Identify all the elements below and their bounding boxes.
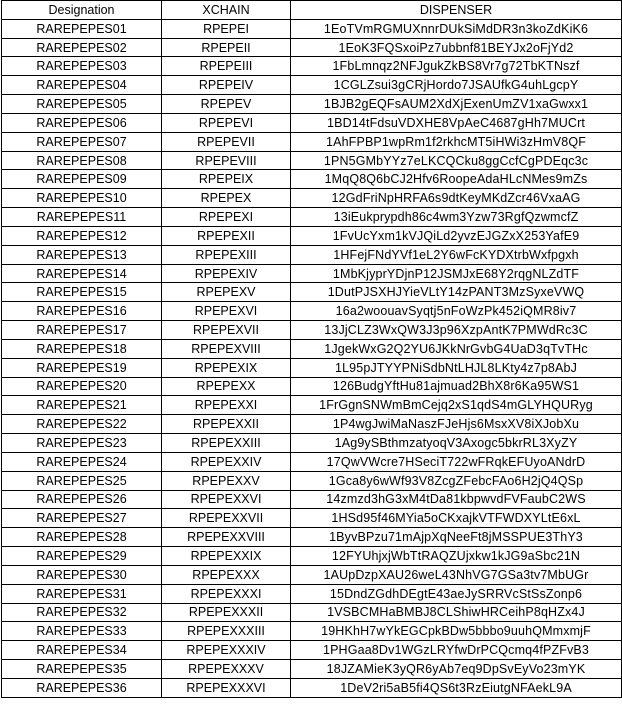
dispenser-cell: 1DutPJSXHJYieVLtY14zPANT3MzSyxeVWQ <box>291 283 622 302</box>
table-row <box>2 321 622 340</box>
dispenser-cell: 1MqQ8Q6bCJ2Hfv6RoopeAdaHLcNMes9mZs <box>291 170 622 189</box>
table-row <box>2 377 622 396</box>
table-row <box>2 603 622 622</box>
table-row <box>2 509 622 528</box>
designation-cell: RAREPEPES04 <box>2 76 162 95</box>
xchain-cell: RPEPEXX <box>162 377 291 396</box>
xchain-cell: RPEPEXIV <box>162 264 291 283</box>
designation-cell: RAREPEPES26 <box>2 490 162 509</box>
xchain-cell: RPEPEIII <box>162 57 291 76</box>
dispenser-cell: 1VSBCMHaBMBJ8CLShiwHRCeihP8qHZx4J <box>291 603 622 622</box>
xchain-cell: RPEPEXXVIII <box>162 528 291 547</box>
dispenser-cell: 1HFejFNdYVf1eL2Y6wFcKYDXtrbWxfpgxh <box>291 245 622 264</box>
dispenser-table <box>1 0 622 698</box>
xchain-cell: RPEPEXXVII <box>162 509 291 528</box>
table-row <box>2 264 622 283</box>
designation-cell: RAREPEPES23 <box>2 434 162 453</box>
table-row <box>2 659 622 678</box>
table-row <box>2 678 622 697</box>
dispenser-cell: 12FYUhjxjWbTtRAQZUjxkw1kJG9aSbc21N <box>291 547 622 566</box>
xchain-cell: RPEPEVIII <box>162 151 291 170</box>
dispenser-cell: 17QwVWcre7HSeciT722wFRqkEFUyoANdrD <box>291 452 622 471</box>
table-row <box>2 76 622 95</box>
dispenser-cell: 1PN5GMbYYz7eLKCQCku8ggCcfCgPDEqc3c <box>291 151 622 170</box>
table-row <box>2 547 622 566</box>
table-body <box>2 19 622 697</box>
dispenser-cell: 1P4wgJwiMaNaszFJeHjs6MsxXV8iXJobXu <box>291 415 622 434</box>
table-row <box>2 57 622 76</box>
dispenser-cell: 1JgekWxG2Q2YU6JKkNrGvbG4UaD3qTvTHc <box>291 339 622 358</box>
dispenser-cell: 1L95pJTYYPNiSdbNtLHJL8LKty4z7p8AbJ <box>291 358 622 377</box>
table-row <box>2 452 622 471</box>
xchain-cell: RPEPEXXXII <box>162 603 291 622</box>
designation-cell: RAREPEPES03 <box>2 57 162 76</box>
xchain-cell: RPEPEXIX <box>162 358 291 377</box>
designation-cell: RAREPEPES28 <box>2 528 162 547</box>
dispenser-cell: 13JjCLZ3WxQW3J3p96XzpAntK7PMWdRc3C <box>291 321 622 340</box>
dispenser-cell: 1FbLmnqz2NFJgukZkBS8Vr7g72TbKTNszf <box>291 57 622 76</box>
table-row <box>2 584 622 603</box>
table-row <box>2 471 622 490</box>
xchain-cell: RPEPEXXIV <box>162 452 291 471</box>
dispenser-cell: 1FvUcYxm1kVJQiLd2yvzEJGZxX253YafE9 <box>291 226 622 245</box>
table-row <box>2 396 622 415</box>
dispenser-cell: 12GdFriNpHRFA6s9dtKeyMKdZcr46VxaAG <box>291 189 622 208</box>
designation-cell: RAREPEPES32 <box>2 603 162 622</box>
xchain-cell: RPEPEXXV <box>162 471 291 490</box>
designation-cell: RAREPEPES17 <box>2 321 162 340</box>
dispenser-cell: 1Ag9ySBthmzatyoqV3Axogc5bkrRL3XyZY <box>291 434 622 453</box>
table-row <box>2 641 622 660</box>
table-row <box>2 19 622 38</box>
xchain-cell: RPEPEVI <box>162 113 291 132</box>
dispenser-cell: 1AUpDzpXAU26weL43NhVG7GSa3tv7MbUGr <box>291 565 622 584</box>
table-row <box>2 565 622 584</box>
xchain-cell: RPEPEVII <box>162 132 291 151</box>
table-row <box>2 189 622 208</box>
designation-cell: RAREPEPES14 <box>2 264 162 283</box>
table-row <box>2 132 622 151</box>
table-row <box>2 245 622 264</box>
table-row <box>2 170 622 189</box>
header-dispenser: DISPENSER <box>291 1 622 20</box>
xchain-cell: RPEPEXIII <box>162 245 291 264</box>
dispenser-cell: 1Gca8y6wWf93V8ZcgZFebcFAo6H2jQ4QSp <box>291 471 622 490</box>
table-row <box>2 38 622 57</box>
designation-cell: RAREPEPES10 <box>2 189 162 208</box>
xchain-cell: RPEPEIX <box>162 170 291 189</box>
table-row <box>2 226 622 245</box>
xchain-cell: RPEPEXXXIII <box>162 622 291 641</box>
dispenser-cell: 16a2woouavSyqtj5nFoWzPk452iQMR8iv7 <box>291 302 622 321</box>
table-row <box>2 358 622 377</box>
xchain-cell: RPEPEXXXVI <box>162 678 291 697</box>
dispenser-cell: 1CGLZsui3gCRjHordo7JSAUfkG4uhLgcpY <box>291 76 622 95</box>
designation-cell: RAREPEPES16 <box>2 302 162 321</box>
xchain-cell: RPEPEV <box>162 95 291 114</box>
xchain-cell: RPEPEXV <box>162 283 291 302</box>
designation-cell: RAREPEPES31 <box>2 584 162 603</box>
dispenser-cell: 1DeV2ri5aB5fi4QS6t3RzEiutgNFAekL9A <box>291 678 622 697</box>
table-row <box>2 415 622 434</box>
designation-cell: RAREPEPES05 <box>2 95 162 114</box>
dispenser-cell: 1BD14tFdsuVDXHE8VpAeC4687gHh7MUCrt <box>291 113 622 132</box>
xchain-cell: RPEPEXI <box>162 208 291 227</box>
table-row <box>2 208 622 227</box>
designation-cell: RAREPEPES19 <box>2 358 162 377</box>
xchain-cell: RPEPEIV <box>162 76 291 95</box>
designation-cell: RAREPEPES11 <box>2 208 162 227</box>
xchain-cell: RPEPEXXXV <box>162 659 291 678</box>
designation-cell: RAREPEPES07 <box>2 132 162 151</box>
xchain-cell: RPEPEXII <box>162 226 291 245</box>
dispenser-cell: 15DndZGdhDEgtE43aeJySRRVcStSsZonp6 <box>291 584 622 603</box>
table-row <box>2 622 622 641</box>
dispenser-cell: 1EoK3FQSxoiPz7ubbnf81BEYJx2oFjYd2 <box>291 38 622 57</box>
designation-cell: RAREPEPES08 <box>2 151 162 170</box>
xchain-cell: RPEPEXXIX <box>162 547 291 566</box>
dispenser-cell: 1HSd95f46MYia5oCKxajkVTFWDXYLtE6xL <box>291 509 622 528</box>
header-xchain: XCHAIN <box>162 1 291 20</box>
xchain-cell: RPEPEXXVI <box>162 490 291 509</box>
designation-cell: RAREPEPES29 <box>2 547 162 566</box>
designation-cell: RAREPEPES15 <box>2 283 162 302</box>
table-row <box>2 434 622 453</box>
designation-cell: RAREPEPES12 <box>2 226 162 245</box>
designation-cell: RAREPEPES36 <box>2 678 162 697</box>
table-row <box>2 528 622 547</box>
dispenser-cell: 13iEukprypdh86c4wm3Yzw73RgfQzwmcfZ <box>291 208 622 227</box>
dispenser-cell: 1MbKjyprYDjnP12JSMJxE68Y2rqgNLZdTF <box>291 264 622 283</box>
table-row <box>2 283 622 302</box>
designation-cell: RAREPEPES30 <box>2 565 162 584</box>
table-row <box>2 151 622 170</box>
dispenser-cell: 1BJB2gEQFsAUM2XdXjExenUmZV1xaGwxx1 <box>291 95 622 114</box>
xchain-cell: RPEPEXXIII <box>162 434 291 453</box>
table-row <box>2 113 622 132</box>
table-row <box>2 95 622 114</box>
dispenser-cell: 18JZAMieK3yQR6yAb7eq9DpSvEyVo23mYK <box>291 659 622 678</box>
designation-cell: RAREPEPES34 <box>2 641 162 660</box>
xchain-cell: RPEPEII <box>162 38 291 57</box>
designation-cell: RAREPEPES27 <box>2 509 162 528</box>
xchain-cell: RPEPEXVII <box>162 321 291 340</box>
table-row <box>2 302 622 321</box>
header-designation: Designation <box>2 1 162 20</box>
xchain-cell: RPEPEXXII <box>162 415 291 434</box>
table-row <box>2 339 622 358</box>
dispenser-cell: 14zmzd3hG3xM4tDa81kbpwvdFVFaubC2WS <box>291 490 622 509</box>
dispenser-cell: 1ByvBPzu71mAjpXqNeeFt8jMSSPUE3ThY3 <box>291 528 622 547</box>
designation-cell: RAREPEPES33 <box>2 622 162 641</box>
dispenser-cell: 126BudgYftHu81ajmuad2BhX8r6Ka95WS1 <box>291 377 622 396</box>
designation-cell: RAREPEPES25 <box>2 471 162 490</box>
designation-cell: RAREPEPES35 <box>2 659 162 678</box>
designation-cell: RAREPEPES20 <box>2 377 162 396</box>
designation-cell: RAREPEPES22 <box>2 415 162 434</box>
designation-cell: RAREPEPES06 <box>2 113 162 132</box>
xchain-cell: RPEPEXXI <box>162 396 291 415</box>
xchain-cell: RPEPEXXXI <box>162 584 291 603</box>
xchain-cell: RPEPEX <box>162 189 291 208</box>
xchain-cell: RPEPEXVIII <box>162 339 291 358</box>
xchain-cell: RPEPEXXX <box>162 565 291 584</box>
dispenser-cell: 1AhFPBP1wpRm1f2rkhcMT5iHWi3zHmV8QF <box>291 132 622 151</box>
xchain-cell: RPEPEXVI <box>162 302 291 321</box>
designation-cell: RAREPEPES09 <box>2 170 162 189</box>
designation-cell: RAREPEPES21 <box>2 396 162 415</box>
designation-cell: RAREPEPES02 <box>2 38 162 57</box>
designation-cell: RAREPEPES01 <box>2 19 162 38</box>
designation-cell: RAREPEPES24 <box>2 452 162 471</box>
table-row <box>2 490 622 509</box>
dispenser-cell: 1EoTVmRGMUXnnrDUkSiMdDR3n3koZdKiK6 <box>291 19 622 38</box>
xchain-cell: RPEPEI <box>162 19 291 38</box>
designation-cell: RAREPEPES13 <box>2 245 162 264</box>
xchain-cell: RPEPEXXXIV <box>162 641 291 660</box>
designation-cell: RAREPEPES18 <box>2 339 162 358</box>
header-row <box>2 1 622 20</box>
dispenser-cell: 1FrGgnSNWmBmCejq2xS1qdS4mGLYHQURyg <box>291 396 622 415</box>
table-header <box>2 1 622 20</box>
dispenser-cell: 19HKhH7wYkEGCpkBDw5bbbo9uuhQMmxmjF <box>291 622 622 641</box>
dispenser-cell: 1PHGaa8Dv1WGzLRYfwDrPCQcmq4fPZFvB3 <box>291 641 622 660</box>
